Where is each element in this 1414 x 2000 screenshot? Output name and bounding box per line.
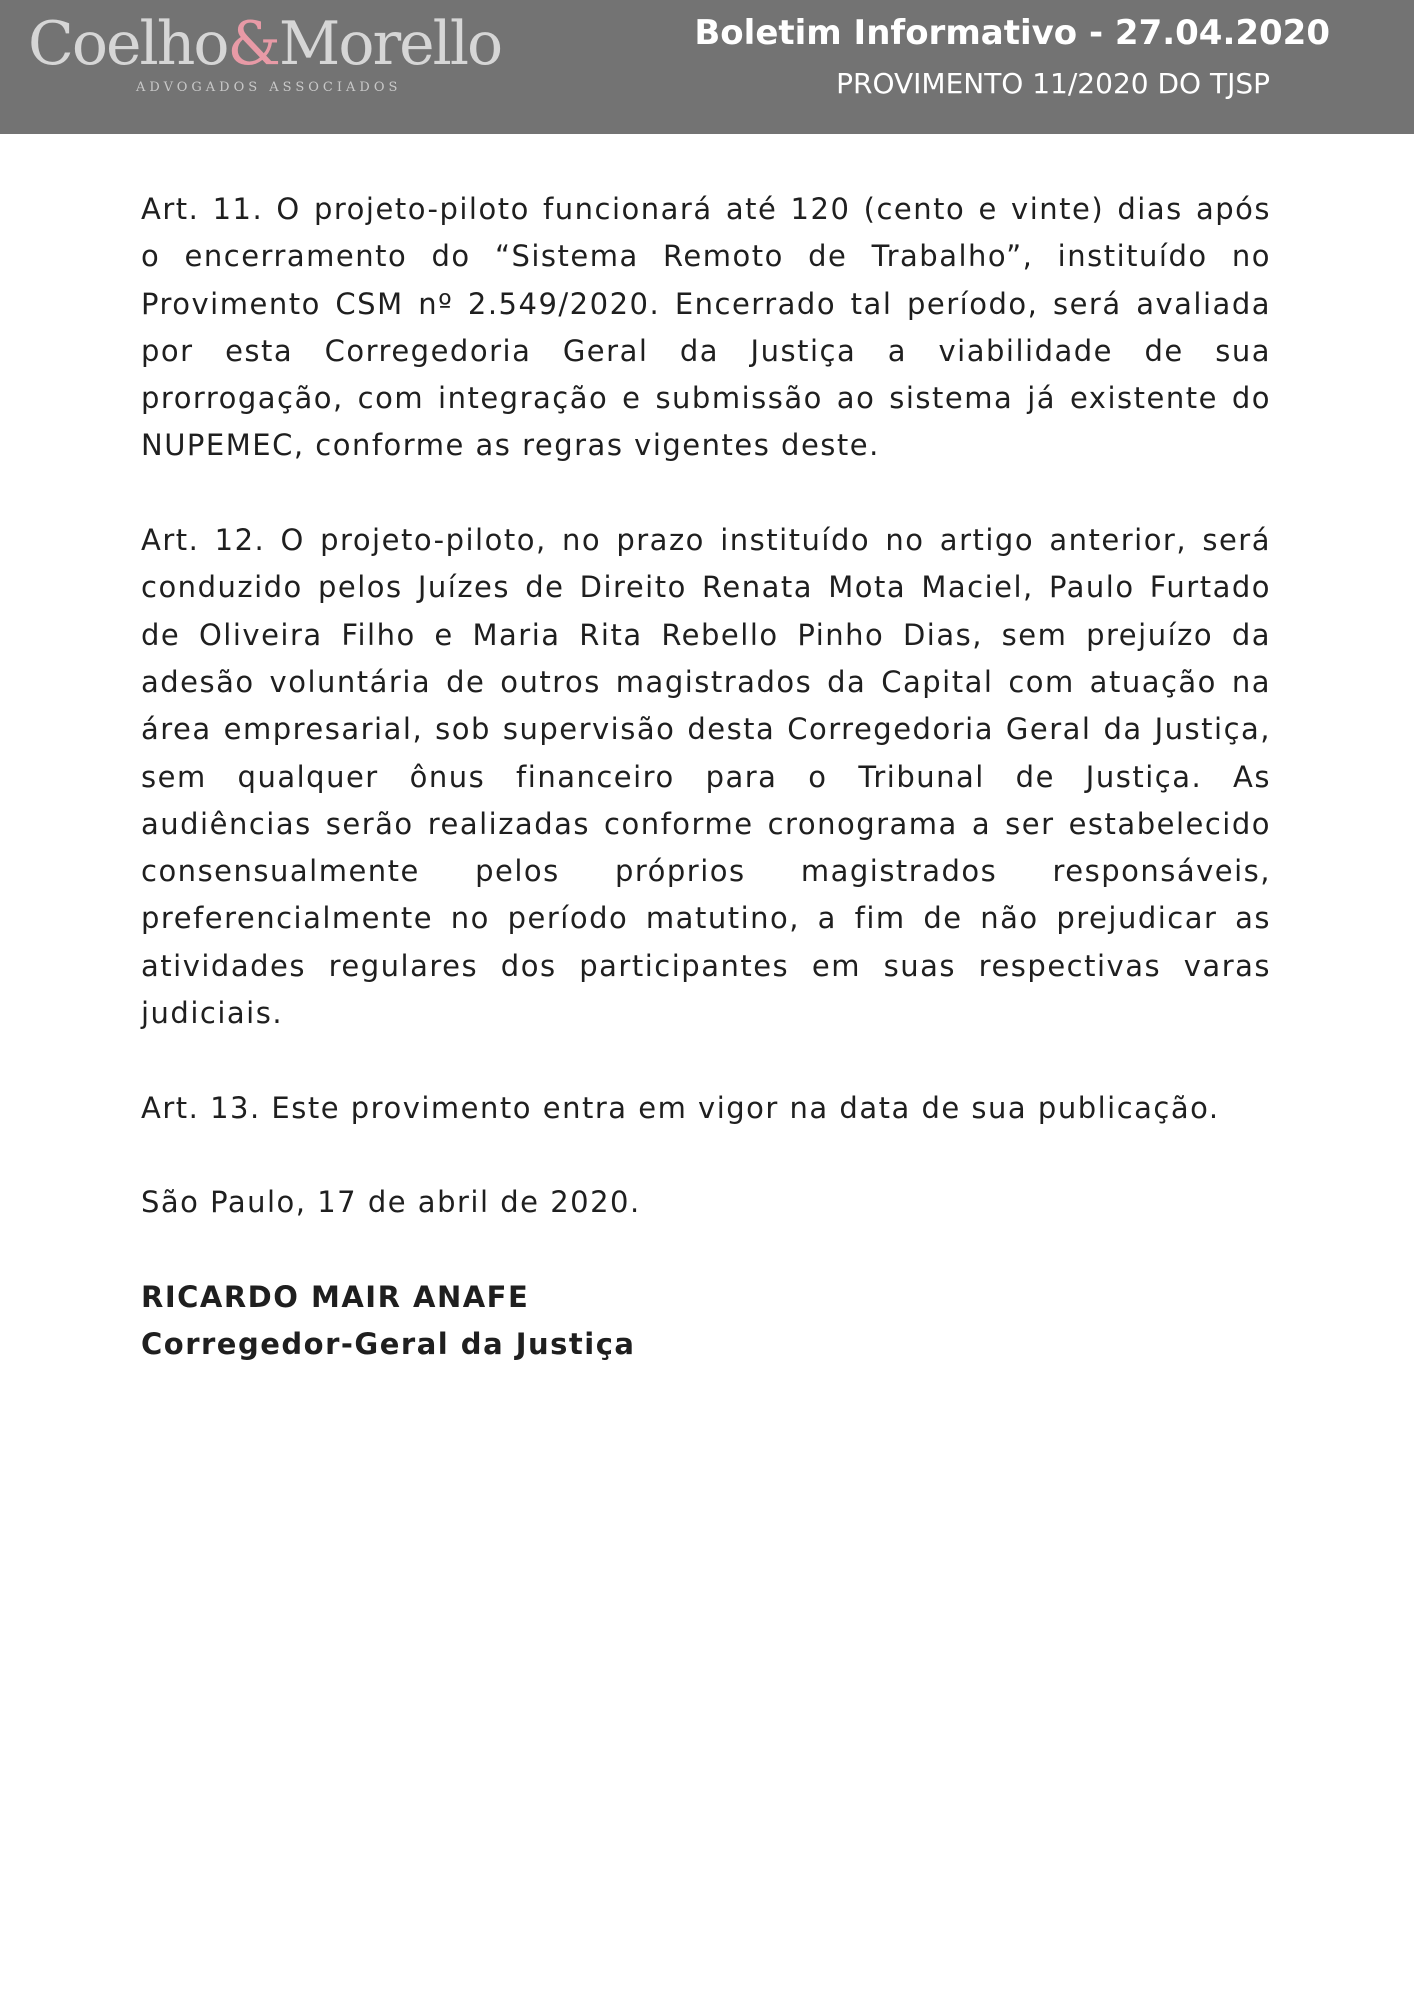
signature-block bbox=[141, 1274, 1271, 1369]
document-body bbox=[141, 186, 1271, 1368]
logo-ampersand: & bbox=[227, 9, 279, 79]
signatory-name: RICARDO MAIR ANAFE bbox=[141, 1279, 530, 1314]
firm-logo bbox=[28, 6, 508, 102]
signatory-role: Corregedor-Geral da Justiça bbox=[141, 1327, 636, 1362]
article-12: Art. 12. O projeto-piloto, no prazo instituído no artigo anterior, será conduzido pelos Juízes de Direito Renata Mota Maciel, Paulo Furtado de Oliveira Filho e Maria Rita Rebello Pinho Dias, sem prejuízo da adesão voluntária de outros magistrados da Capital com atuação na área empresarial, sob supervisão desta Corregedoria Geral da Justiça, sem qualquer ônus financeiro para o Tribunal de Justiça. As audiências serão realizadas conforme cronograma a ser estabelecido consensualmente pelos próprios magistrados responsáveis, preferencialmente no período matutino, a fim de não prejudicar as atividades regulares dos participantes em suas respectivas varas judiciais. bbox=[141, 523, 1271, 1031]
logo-name-part1: Coelho bbox=[28, 9, 228, 79]
page-header bbox=[0, 0, 1414, 134]
logo-tagline: ADVOGADOS ASSOCIADOS bbox=[136, 80, 402, 95]
place-date: São Paulo, 17 de abril de 2020. bbox=[141, 1185, 641, 1220]
bulletin-title: Boletim Informativo - 27.04.2020 bbox=[694, 13, 1330, 53]
bulletin-subtitle: PROVIMENTO 11/2020 DO TJSP bbox=[836, 67, 1270, 100]
article-11: Art. 11. O projeto-piloto funcionará até 120 (cento e vinte) dias após o encerramento do “Sistema Remoto de Trabalho”, instituído no Provimento CSM nº 2.549/2020. Encerrado tal período, será avaliada por esta Corregedoria Geral da Justiça a viabilidade de sua prorrogação, com integração e submissão ao sistema já existente do NUPEMEC, conforme as regras vigentes deste. bbox=[141, 192, 1271, 463]
logo-wordmark bbox=[28, 6, 501, 82]
logo-name-part2: Morello bbox=[278, 9, 502, 79]
article-13: Art. 13. Este provimento entra em vigor na data de sua publicação. bbox=[141, 1090, 1220, 1125]
